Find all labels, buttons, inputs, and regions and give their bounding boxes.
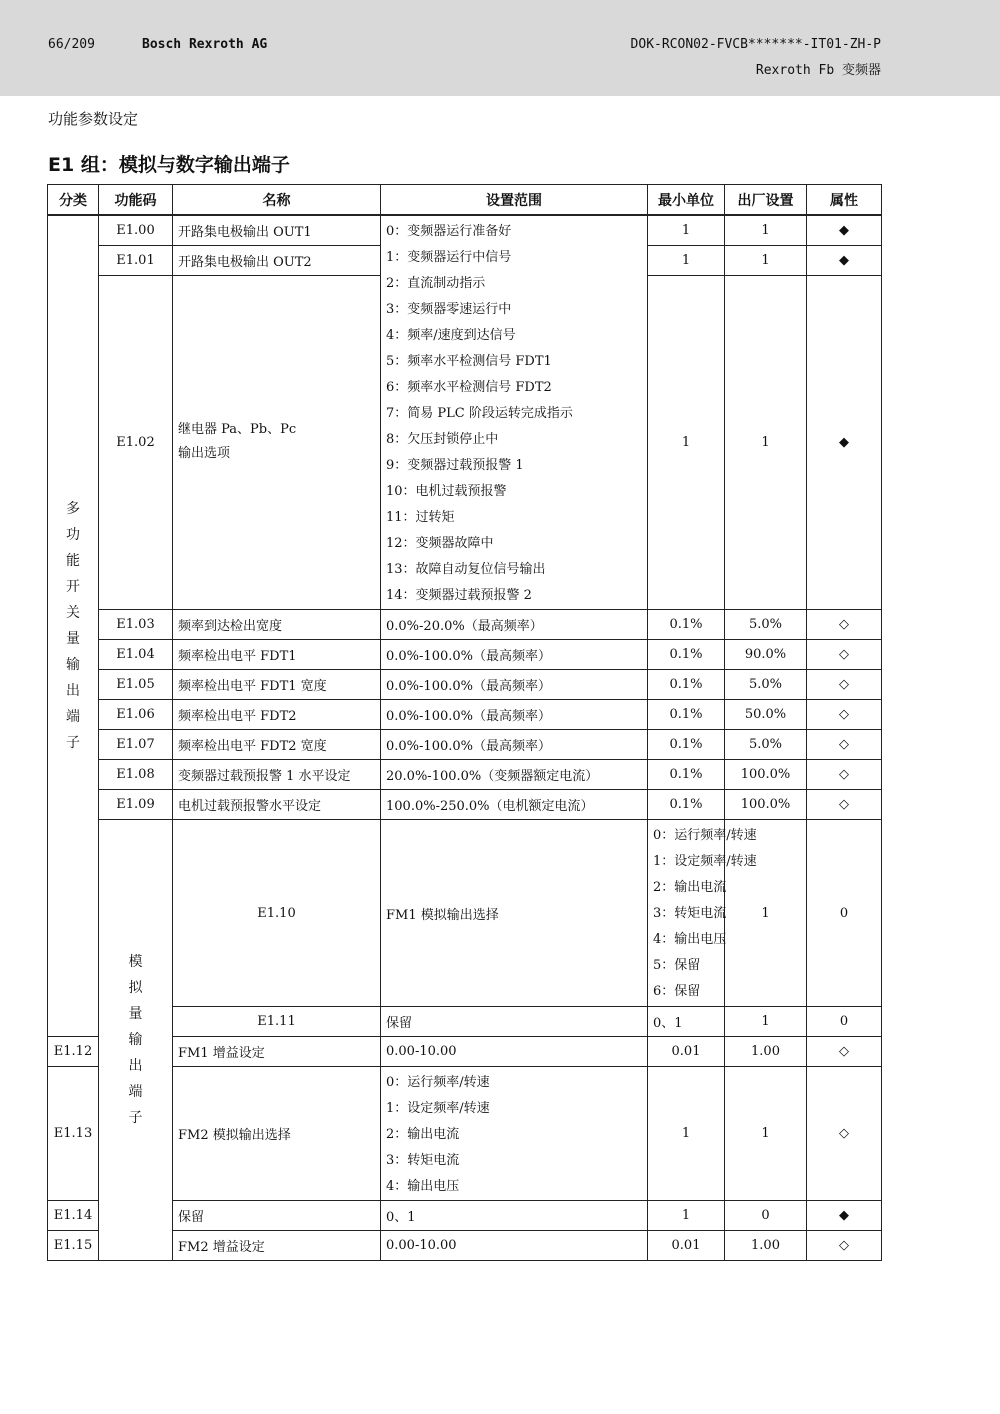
factory-default: 1.00 bbox=[725, 1037, 807, 1067]
company-name: Bosch Rexroth AG bbox=[142, 37, 268, 52]
parameter-name: 频率到达检出宽度 bbox=[173, 610, 381, 640]
attribute-symbol: ◇ bbox=[807, 730, 882, 760]
parameter-name: FM2 增益设定 bbox=[173, 1231, 381, 1261]
setting-range: 0.0%-100.0%（最高频率） bbox=[381, 670, 648, 700]
function-code: E1.14 bbox=[48, 1201, 99, 1231]
attribute-symbol: ◇ bbox=[807, 790, 882, 820]
setting-range: 0、1 bbox=[648, 1007, 725, 1037]
category-digital-output: 多 功 能 开 关 量 输 出 端 子 bbox=[48, 215, 99, 1037]
function-code: E1.07 bbox=[99, 730, 173, 760]
parameter-name: 开路集电极输出 OUT2 bbox=[173, 245, 381, 275]
table-row bbox=[48, 730, 882, 760]
parameter-name: 开路集电极输出 OUT1 bbox=[173, 215, 381, 245]
function-code: E1.00 bbox=[99, 215, 173, 245]
column-header: 名称 bbox=[173, 185, 381, 216]
function-code: E1.06 bbox=[99, 700, 173, 730]
column-header: 分类 bbox=[48, 185, 99, 216]
function-code: E1.12 bbox=[48, 1037, 99, 1067]
setting-range: 0.0%-100.0%（最高频率） bbox=[381, 730, 648, 760]
attribute-symbol: ◇ bbox=[807, 640, 882, 670]
factory-default: 100.0% bbox=[725, 760, 807, 790]
function-code: E1.13 bbox=[48, 1067, 99, 1201]
factory-default: 90.0% bbox=[725, 640, 807, 670]
document-id: DOK-RCON02-FVCB*******-IT01-ZH-P bbox=[630, 37, 881, 52]
parameter-name: 变频器过载预报警 1 水平设定 bbox=[173, 760, 381, 790]
min-unit: 0.1% bbox=[648, 760, 725, 790]
function-code: E1.09 bbox=[99, 790, 173, 820]
factory-default: 5.0% bbox=[725, 730, 807, 760]
column-header: 功能码 bbox=[99, 185, 173, 216]
min-unit: 0.1% bbox=[648, 670, 725, 700]
parameter-name: 保留 bbox=[381, 1007, 648, 1037]
table-row bbox=[48, 1037, 882, 1067]
table-row bbox=[48, 215, 882, 245]
setting-range-options: 0：运行频率/转速 1：设定频率/转速 2：输出电流 3：转矩电流 4：输出电压 5：保留 6：保留 bbox=[648, 820, 725, 1007]
attribute-symbol: ◇ bbox=[807, 1037, 882, 1067]
factory-default: 5.0% bbox=[725, 670, 807, 700]
parameter-name: FM1 模拟输出选择 bbox=[381, 820, 648, 1007]
factory-default: 1.00 bbox=[725, 1231, 807, 1261]
function-code: E1.10 bbox=[173, 820, 381, 1007]
column-header: 出厂设置 bbox=[725, 185, 807, 216]
min-unit: 0.1% bbox=[648, 730, 725, 760]
table-row bbox=[48, 790, 882, 820]
factory-default: 100.0% bbox=[725, 790, 807, 820]
table-row bbox=[48, 1201, 882, 1231]
parameter-name: 频率检出电平 FDT2 bbox=[173, 700, 381, 730]
setting-range: 0.00-10.00 bbox=[381, 1231, 648, 1261]
min-unit: 0.01 bbox=[648, 1231, 725, 1261]
parameter-name: FM1 增益设定 bbox=[173, 1037, 381, 1067]
min-unit: 1 bbox=[648, 1201, 725, 1231]
attribute-symbol: ◇ bbox=[807, 610, 882, 640]
setting-range: 20.0%-100.0%（变频器额定电流） bbox=[381, 760, 648, 790]
min-unit: 1 bbox=[725, 1007, 807, 1037]
parameter-name: 频率检出电平 FDT2 宽度 bbox=[173, 730, 381, 760]
min-unit: 0.1% bbox=[648, 790, 725, 820]
min-unit: 1 bbox=[648, 245, 725, 275]
function-code: E1.11 bbox=[173, 1007, 381, 1037]
column-header: 最小单位 bbox=[648, 185, 725, 216]
attribute-symbol: ◇ bbox=[807, 760, 882, 790]
parameter-name: FM2 模拟输出选择 bbox=[173, 1067, 381, 1201]
attribute-symbol: ◇ bbox=[807, 1231, 882, 1261]
setting-range: 100.0%-250.0%（电机额定电流） bbox=[381, 790, 648, 820]
product-name: Rexroth Fb 变频器 bbox=[755, 63, 881, 78]
parameter-name: 继电器 Pa、Pb、Pc 输出选项 bbox=[173, 275, 381, 609]
min-unit: 0.1% bbox=[648, 640, 725, 670]
section-label: 功能参数设定 bbox=[48, 110, 139, 128]
setting-range-options: 0：变频器运行准备好 1：变频器运行中信号 2：直流制动指示 3：变频器零速运行中 4：频率/速度到达信号 5：频率水平检测信号 FDT1 6：频率水平检测信号 FDT2 7：简易 PLC 阶段运转完成指示 8：欠压封锁停止中 9：变频器过载预报警 1 10：电机过载预报警 11：过转矩 12：变频器故障中 13：故障自动复位信号输出 14：变频器过载预报警 2 bbox=[381, 215, 648, 610]
table-row bbox=[48, 1067, 882, 1201]
factory-default: 1 bbox=[725, 245, 807, 275]
min-unit: 1 bbox=[648, 215, 725, 245]
parameter-name: 保留 bbox=[173, 1201, 381, 1231]
column-header: 设置范围 bbox=[381, 185, 648, 216]
attribute-symbol: ◇ bbox=[807, 700, 882, 730]
function-code: E1.15 bbox=[48, 1231, 99, 1261]
column-header: 属性 bbox=[807, 185, 882, 216]
setting-range: 0.0%-100.0%（最高频率） bbox=[381, 700, 648, 730]
parameter-name: 频率检出电平 FDT1 bbox=[173, 640, 381, 670]
min-unit: 1 bbox=[648, 275, 725, 609]
function-code: E1.04 bbox=[99, 640, 173, 670]
setting-range: 0.0%-100.0%（最高频率） bbox=[381, 640, 648, 670]
table-row bbox=[48, 1007, 882, 1037]
table-row bbox=[48, 820, 882, 1007]
function-code: E1.02 bbox=[99, 275, 173, 609]
table-header-row bbox=[48, 185, 882, 216]
attribute-symbol: ◆ bbox=[807, 245, 882, 275]
min-unit: 0.01 bbox=[648, 1037, 725, 1067]
min-unit: 1 bbox=[725, 820, 807, 1007]
function-code: E1.08 bbox=[99, 760, 173, 790]
table-row bbox=[48, 1231, 882, 1261]
factory-default: 50.0% bbox=[725, 700, 807, 730]
attribute-symbol: ◆ bbox=[807, 1201, 882, 1231]
category-analog-output: 模 拟 量 输 出 端 子 bbox=[99, 820, 173, 1261]
factory-default: 1 bbox=[725, 1067, 807, 1201]
function-code: E1.05 bbox=[99, 670, 173, 700]
parameter-table bbox=[47, 184, 882, 1261]
table-row bbox=[48, 760, 882, 790]
setting-range: 0.00-10.00 bbox=[381, 1037, 648, 1067]
parameter-name: 频率检出电平 FDT1 宽度 bbox=[173, 670, 381, 700]
function-code: E1.01 bbox=[99, 245, 173, 275]
factory-default: 5.0% bbox=[725, 610, 807, 640]
factory-default: 1 bbox=[725, 275, 807, 609]
table-row bbox=[48, 610, 882, 640]
page-number: 66/209 bbox=[48, 37, 95, 52]
setting-range-options: 0：运行频率/转速 1：设定频率/转速 2：输出电流 3：转矩电流 4：输出电压 bbox=[381, 1067, 648, 1201]
table-row bbox=[48, 640, 882, 670]
factory-default: 0 bbox=[807, 820, 882, 1007]
min-unit: 1 bbox=[648, 1067, 725, 1201]
attribute-symbol: ◇ bbox=[807, 1067, 882, 1201]
min-unit: 0.1% bbox=[648, 610, 725, 640]
table-row bbox=[48, 700, 882, 730]
factory-default: 0 bbox=[725, 1201, 807, 1231]
min-unit: 0.1% bbox=[648, 700, 725, 730]
factory-default: 0 bbox=[807, 1007, 882, 1037]
parameter-name: 电机过载预报警水平设定 bbox=[173, 790, 381, 820]
setting-range: 0、1 bbox=[381, 1201, 648, 1231]
function-code: E1.03 bbox=[99, 610, 173, 640]
factory-default: 1 bbox=[725, 215, 807, 245]
table-row bbox=[48, 670, 882, 700]
attribute-symbol: ◇ bbox=[807, 670, 882, 700]
page-header bbox=[0, 0, 1000, 96]
attribute-symbol: ◆ bbox=[807, 215, 882, 245]
setting-range: 0.0%-20.0%（最高频率） bbox=[381, 610, 648, 640]
attribute-symbol: ◆ bbox=[807, 275, 882, 609]
page-title: E1 组：模拟与数字输出端子 bbox=[48, 154, 290, 176]
